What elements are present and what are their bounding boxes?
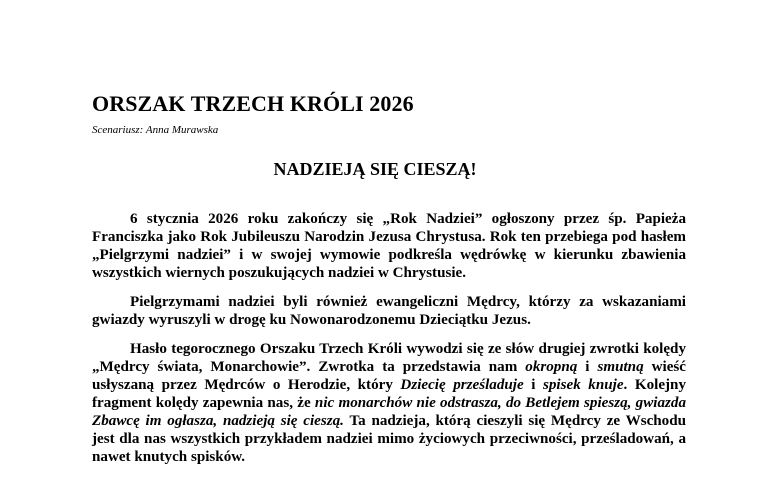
italic-phrase: smutną: [597, 359, 644, 375]
italic-phrase: spisek knuje: [543, 377, 624, 393]
document-subtitle: Scenariusz: Anna Murawska: [92, 124, 219, 136]
document-title: ORSZAK TRZECH KRÓLI 2026: [92, 91, 414, 116]
paragraph-3-text: i: [577, 359, 598, 375]
paragraph-3-text: Ta nadzieja, którą cieszyli się Mędrcy ze Wschodu jest dla nas wszystkich przykładem nadziei mimo życiowych przeciwności, prześladowań, a nawet knutych spisków.: [92, 413, 686, 465]
paragraph-3: [92, 340, 686, 466]
paragraph-2: Pielgrzymami nadziei byli również ewangeliczni Mędrcy, którzy za wskazaniami gwiazdy wyruszyli w drogę ku Nowonarodzonemu Dzieciątku Jezus.: [92, 294, 686, 328]
section-heading: NADZIEJĄ SIĘ CIESZĄ!: [273, 159, 477, 179]
document-body: [92, 210, 686, 477]
paragraph-3-text: wieść usłyszaną przez Mędrców o Herodzie, który: [92, 359, 686, 393]
paragraph-1: 6 stycznia 2026 roku zakończy się „Rok Nadziei” ogłoszony przez śp. Papieża Franciszka jako Rok Jubileuszu Narodzin Jezusa Chrystusa. Rok ten przebiega pod hasłem „Pielgrzymi nadziei” i w swojej wymowie podkreśla wędrówkę w kierunku zbawienia wszystkich wiernych poszukujących nadziei w Chrystusie.: [92, 211, 686, 281]
paragraph-3-text: . Kolejny fragment kolędy zapewnia nas, że: [92, 377, 686, 411]
italic-phrase: okropną: [525, 359, 578, 375]
paragraph-3-text: i: [523, 377, 543, 393]
italic-phrase: Dziecię prześladuje: [400, 377, 524, 393]
italic-phrase: nic monarchów nie odstrasza, do Betlejem spieszą, gwiazda Zbawcę im ogłasza, nadzieją się cieszą.: [92, 395, 687, 429]
paragraph-3-text: Hasło tegorocznego Orszaku Trzech Króli wywodzi się ze słów drugiej zwrotki kolędy „Mędrcy świata, Monarchowie”. Zwrotka ta przedstawia nam: [92, 341, 686, 375]
